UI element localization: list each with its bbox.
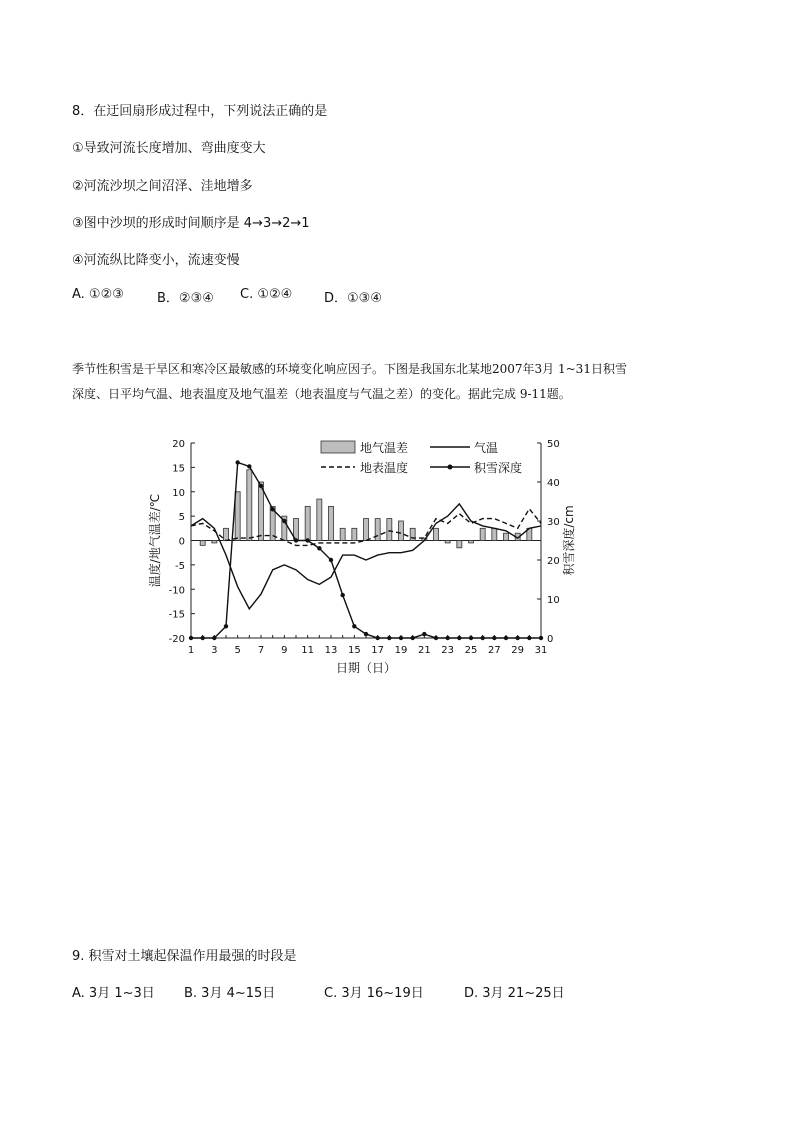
x-tick-label: 25 [464, 645, 478, 656]
right-tick-label: 50 [547, 439, 560, 450]
q8-statement-2: ②河流沙坝之间沼泽、洼地增多 [72, 179, 253, 194]
snow-depth-point [270, 507, 274, 511]
q8-option-b[interactable]: B．②③④ [157, 291, 214, 306]
bar-ground-air-diff [247, 470, 252, 541]
bar-ground-air-diff [480, 528, 485, 540]
snow-depth-point [212, 636, 216, 640]
x-tick-label: 11 [301, 645, 315, 656]
x-tick-label: 1 [187, 645, 195, 656]
snow-depth-point [445, 636, 449, 640]
right-tick-label: 40 [547, 478, 560, 489]
legend-label-ground-air-diff: 地气温差 [360, 441, 409, 455]
snow-depth-point [410, 636, 414, 640]
legend-swatch-ground-air-diff [321, 441, 355, 453]
snow-depth-point [515, 636, 519, 640]
legend-label-snow-depth: 积雪深度 [474, 461, 523, 475]
right-tick-label: 30 [547, 517, 560, 528]
snow-depth-point [247, 464, 251, 468]
q8-statement-3: ③图中沙坝的形成时间顺序是 4→3→2→1 [72, 216, 310, 231]
right-tick-label: 20 [547, 556, 560, 567]
snow-depth-point [399, 636, 403, 640]
left-tick-label: 20 [172, 439, 185, 450]
snow-depth-point [224, 624, 228, 628]
passage-line-2: 深度、日平均气温、地表温度及地气温差（地表温度与气温之差）的变化。据此完成 9-11题。 [72, 387, 571, 401]
snow-depth-point [469, 636, 473, 640]
bar-ground-air-diff [387, 519, 392, 541]
climate-chart [140, 432, 600, 682]
legend-label-air-temperature: 气温 [474, 441, 499, 455]
q9-option-b[interactable]: B. 3月 4~15日 [184, 986, 276, 1001]
bar-ground-air-diff [235, 492, 240, 541]
q9-option-d[interactable]: D. 3月 21~25日 [464, 986, 565, 1001]
snow-depth-point [434, 636, 438, 640]
left-axis-title: 温度/地气温差/℃ [148, 493, 162, 588]
q8-option-c[interactable]: C. ①②④ [240, 287, 293, 302]
x-tick-label: 9 [281, 645, 288, 656]
right-axis-title: 积雪深度/cm [562, 505, 576, 576]
snow-depth-point [492, 636, 496, 640]
q8-statement-4: ④河流纵比降变小，流速变慢 [72, 253, 240, 268]
snow-depth-point [539, 636, 543, 640]
snow-depth-point [329, 558, 333, 562]
x-tick-label: 3 [211, 645, 218, 656]
snow-depth-point [387, 636, 391, 640]
bar-ground-air-diff [352, 528, 357, 540]
left-tick-label: -20 [168, 634, 185, 645]
x-tick-label: 21 [417, 645, 431, 656]
snow-depth-point [504, 636, 508, 640]
x-tick-label: 7 [257, 645, 265, 656]
bar-ground-air-diff [375, 519, 380, 541]
snow-depth-point [527, 636, 531, 640]
bar-ground-air-diff [445, 541, 450, 543]
bar-ground-air-diff [329, 506, 334, 540]
x-tick-label: 13 [324, 645, 338, 656]
x-tick-label: 17 [371, 645, 385, 656]
left-tick-label: -10 [168, 585, 185, 597]
bar-ground-air-diff [340, 528, 345, 540]
bar-ground-air-diff [305, 506, 310, 540]
bar-ground-air-diff [212, 541, 217, 543]
legend-label-surface-temperature: 地表温度 [360, 461, 409, 475]
passage [72, 357, 732, 407]
snow-depth-point [317, 546, 321, 550]
x-tick-label: 19 [394, 645, 408, 656]
bar-ground-air-diff [504, 533, 509, 540]
bar-ground-air-diff [434, 528, 439, 540]
snow-depth-point [235, 460, 239, 464]
bar-ground-air-diff [492, 528, 497, 540]
chart-lines [189, 460, 543, 640]
bar-ground-air-diff [469, 541, 474, 543]
snow-depth-point [352, 624, 356, 628]
left-tick-label: 10 [172, 487, 185, 499]
snow-depth-point [375, 636, 379, 640]
left-tick-label: 0 [178, 536, 185, 548]
chart-legend [321, 440, 522, 475]
bar-ground-air-diff [399, 521, 404, 541]
bar-ground-air-diff [200, 541, 205, 546]
left-tick-label: -5 [175, 560, 185, 572]
q9-option-c[interactable]: C. 3月 16~19日 [324, 986, 424, 1001]
snow-depth-point [340, 593, 344, 597]
x-tick-label: 15 [347, 645, 361, 656]
snow-depth-point [364, 632, 368, 636]
q9-stem: 9. 积雪对土壤起保温作用最强的时段是 [72, 949, 297, 964]
left-tick-label: -15 [168, 609, 185, 621]
bar-ground-air-diff [224, 528, 229, 540]
x-tick-label: 23 [441, 645, 455, 656]
chart-bars [200, 470, 532, 548]
x-tick-label: 29 [511, 645, 525, 656]
snow-depth-point [294, 538, 298, 542]
x-tick-label: 31 [534, 645, 548, 656]
x-tick-label: 27 [487, 645, 501, 656]
snow-depth-point [480, 636, 484, 640]
q8-stem: 8．在迂回扇形成过程中，下列说法正确的是 [72, 104, 328, 119]
snow-depth-point [422, 632, 426, 636]
snow-depth-point [259, 484, 263, 488]
q8-statement-1: ①导致河流长度增加、弯曲度变大 [72, 141, 266, 156]
passage-line-1: 季节性积雪是干旱区和寒冷区最敏感的环境变化响应因子。下图是我国东北某地2007年3月 1~31日积雪 [72, 362, 627, 376]
snow-depth-point [200, 636, 204, 640]
q9-option-a[interactable]: A. 3月 1~3日 [72, 986, 155, 1001]
legend-marker-snow-depth [448, 465, 453, 470]
snow-depth-line [191, 463, 541, 639]
snow-depth-point [282, 519, 286, 523]
left-tick-label: 15 [172, 463, 185, 475]
right-tick-label: 0 [547, 634, 554, 645]
left-tick-label: 5 [178, 512, 185, 524]
bar-ground-air-diff [457, 541, 462, 548]
x-axis-title: 日期（日） [335, 661, 397, 675]
bar-ground-air-diff [364, 519, 369, 541]
right-tick-label: 10 [547, 595, 560, 606]
bar-ground-air-diff [317, 499, 322, 540]
snow-depth-point [189, 636, 193, 640]
q8-option-a[interactable]: A. ①②③ [72, 287, 124, 302]
q8-option-d[interactable]: D．①③④ [324, 291, 382, 306]
snow-depth-point [305, 538, 309, 542]
snow-depth-point [457, 636, 461, 640]
x-tick-label: 5 [234, 645, 241, 656]
